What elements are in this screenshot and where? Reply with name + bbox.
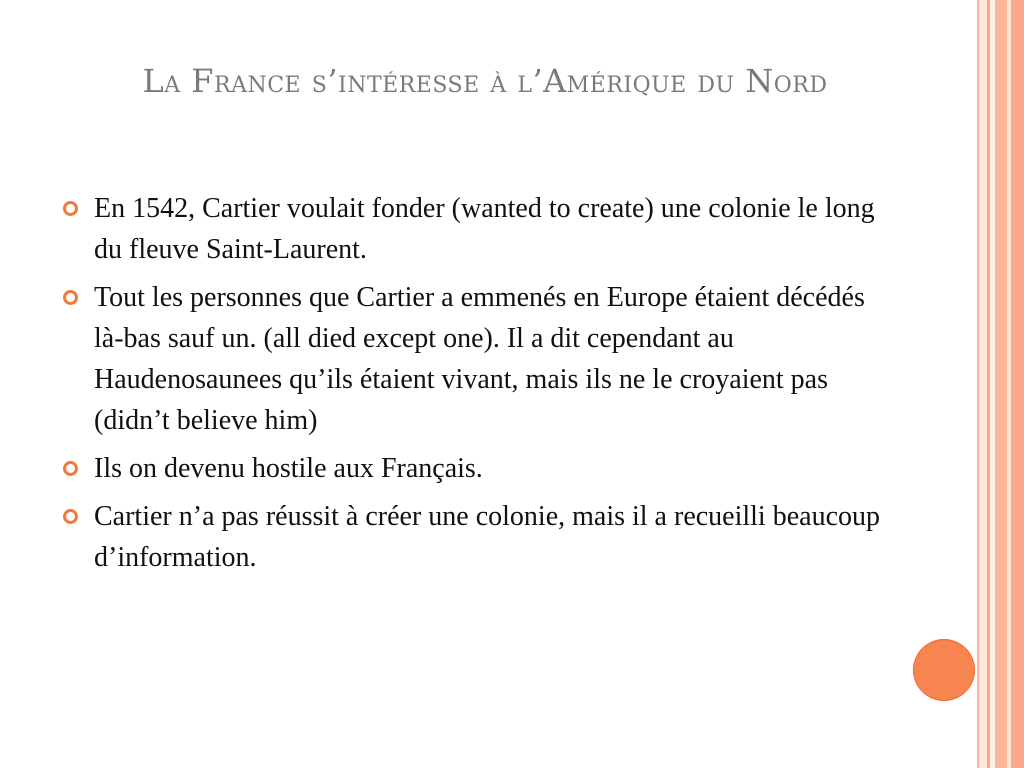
- bullet-icon: [63, 201, 78, 216]
- list-item: [60, 448, 890, 489]
- list-item: [60, 496, 890, 578]
- decorative-stripe: [979, 0, 987, 768]
- bullet-text: Ils on devenu hostile aux Français.: [94, 453, 483, 484]
- list-item: [60, 188, 890, 270]
- decorative-circle: [913, 639, 975, 701]
- bullet-icon: [63, 461, 78, 476]
- decorative-stripe: [1011, 0, 1024, 768]
- decorative-stripe: [995, 0, 1007, 768]
- bullet-list: [60, 188, 890, 585]
- slide-title: La France s’intéresse à l’Amérique du Nord: [142, 62, 828, 100]
- bullet-text: Cartier n’a pas réussit à créer une colonie, mais il a recueilli beaucoup d’information.: [94, 501, 880, 573]
- bullet-icon: [63, 509, 78, 524]
- bullet-text: Tout les personnes que Cartier a emmenés en Europe étaient décédés là-bas sauf un. (all died except one). Il a dit cependant au Haudenosaunees qu’ils étaient vivant, mais ils ne le croyaient pas (didn’t believe him): [94, 282, 865, 436]
- bullet-text: En 1542, Cartier voulait fonder (wanted to create) une colonie le long du fleuve Saint-Laurent.: [94, 193, 875, 265]
- list-item: [60, 277, 890, 441]
- bullet-icon: [63, 290, 78, 305]
